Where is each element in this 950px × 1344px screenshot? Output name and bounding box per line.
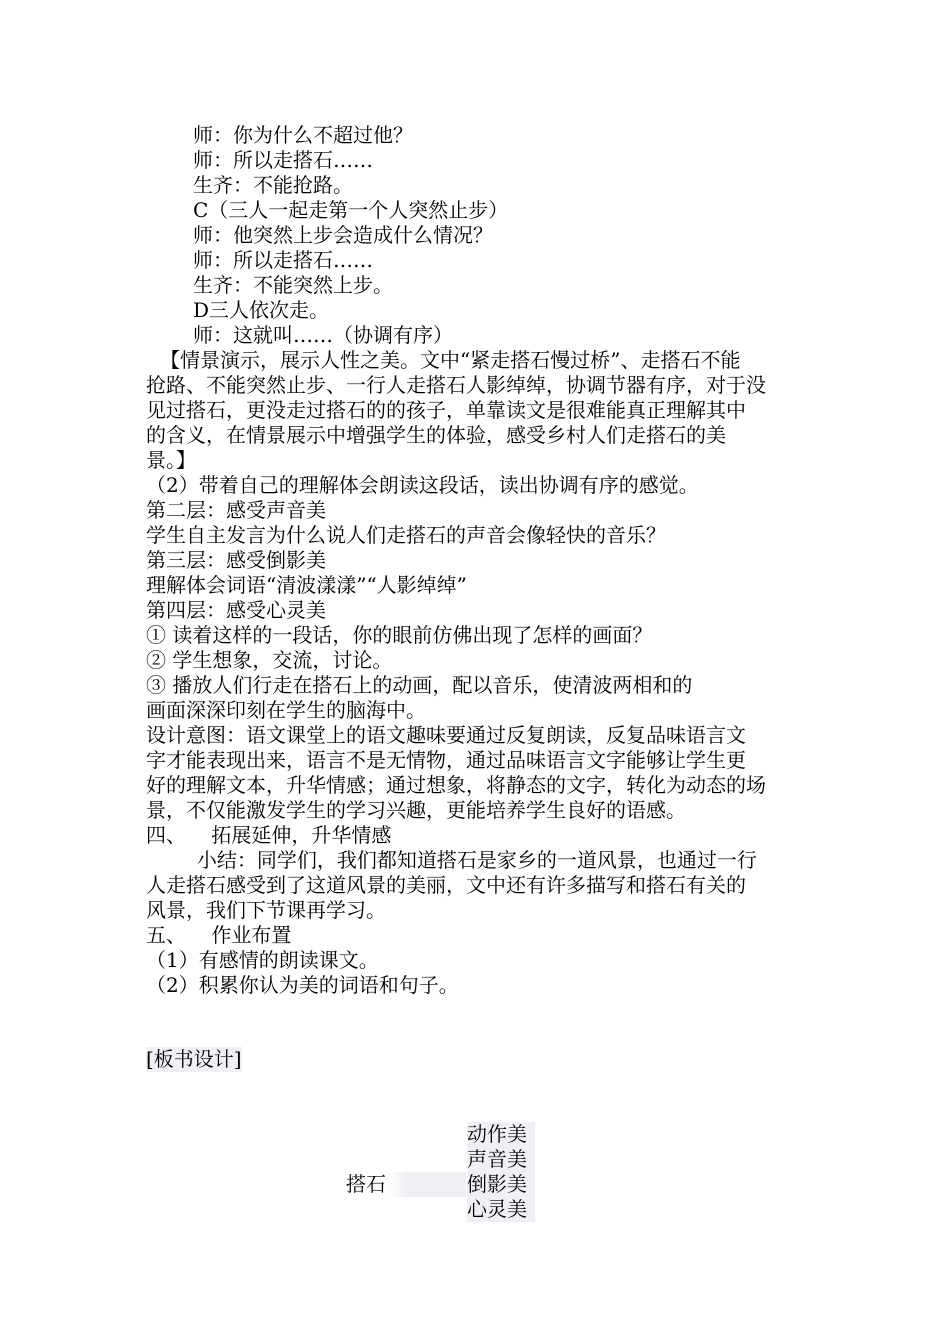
board-center-text: 搭石 bbox=[346, 1172, 386, 1196]
design-intent-line: 字才能表现出来，语言不是无情物，通过品味语言文字能够让学生更 bbox=[146, 748, 746, 772]
design-intent-line: 设计意图：语文课堂上的语文趣味要通过反复朗读，反复品味语言文 bbox=[146, 723, 746, 747]
layer-item: 画面深深印刻在学生的脑海中。 bbox=[146, 698, 426, 722]
layer-body: 学生自主发言为什么说人们走搭石的声音会像轻快的音乐？ bbox=[146, 523, 666, 547]
dialogue-line: 师：他突然上步会造成什么情况？ bbox=[193, 223, 493, 247]
scene-note-line: 抢路、不能突然止步、一行人走搭石人影绰绰，协调节器有序，对于没 bbox=[146, 373, 766, 397]
board-item: 倒影美 bbox=[467, 1172, 535, 1197]
layer-body: 理解体会词语“清波漾漾”“人影绰绰” bbox=[146, 573, 467, 597]
dialogue-line: C（三人一起走第一个人突然止步） bbox=[193, 198, 509, 222]
dialogue-line: 生齐：不能突然上步。 bbox=[193, 273, 393, 297]
summary-line: 风景，我们下节课再学习。 bbox=[146, 898, 386, 922]
scene-note-line: 【情景演示，展示人性之美。文中“紧走搭石慢过桥”、走搭石不能 bbox=[160, 348, 741, 372]
summary-line: 人走搭石感受到了这道风景的美丽，文中还有许多描写和搭石有关的 bbox=[146, 873, 746, 897]
scene-note-line: 见过搭石，更没走过搭石的的孩子，单靠读文是很难能真正理解其中 bbox=[146, 398, 746, 422]
homework-item: （1）有感情的朗读课文。 bbox=[146, 948, 379, 972]
dialogue-line: 师：所以走搭石…… bbox=[193, 148, 373, 172]
layer-item: ③ 播放人们行走在搭石上的动画，配以音乐，使清波两相和的 bbox=[146, 673, 693, 697]
section-heading: 四、 拓展延伸，升华情感 bbox=[146, 823, 392, 847]
scene-note-line: 的含义，在情景展示中增强学生的体验，感受乡村人们走搭石的美 bbox=[146, 423, 726, 447]
board-item: 动作美 bbox=[467, 1122, 535, 1147]
homework-item: （2）积累你认为美的词语和句子。 bbox=[146, 973, 459, 997]
board-item: 心灵美 bbox=[467, 1197, 535, 1222]
design-intent-line: 好的理解文本，升华情感；通过想象，将静态的文字，转化为动态的场 bbox=[146, 773, 766, 797]
dialogue-line: 师：你为什么不超过他？ bbox=[193, 123, 413, 147]
section-heading: 五、 作业布置 bbox=[146, 923, 292, 947]
reading-task: （2）带着自己的理解体会朗读这段话，读出协调有序的感觉。 bbox=[146, 473, 699, 497]
dialogue-line: 师：所以走搭石…… bbox=[193, 248, 373, 272]
board-design-heading: [板书设计] bbox=[146, 1047, 242, 1071]
scene-note-line: 景。】 bbox=[146, 448, 196, 472]
layer-heading: 第二层：感受声音美 bbox=[146, 498, 326, 522]
dialogue-line: D三人依次走。 bbox=[193, 298, 330, 322]
board-center-label bbox=[346, 1172, 466, 1197]
layer-item: ① 读着这样的一段话，你的眼前仿佛出现了怎样的画面？ bbox=[146, 623, 653, 647]
dialogue-line: 生齐：不能抢路。 bbox=[193, 173, 353, 197]
summary-line: 小结：同学们，我们都知道搭石是家乡的一道风景，也通过一行 bbox=[146, 848, 757, 872]
layer-heading: 第三层：感受倒影美 bbox=[146, 548, 326, 572]
dialogue-line: 师：这就叫……（协调有序） bbox=[193, 323, 453, 347]
board-item: 声音美 bbox=[467, 1147, 535, 1172]
design-intent-line: 景，不仅能激发学生的学习兴趣，更能培养学生良好的语感。 bbox=[146, 798, 686, 822]
layer-item: ② 学生想象，交流，讨论。 bbox=[146, 648, 393, 672]
layer-heading: 第四层：感受心灵美 bbox=[146, 598, 326, 622]
